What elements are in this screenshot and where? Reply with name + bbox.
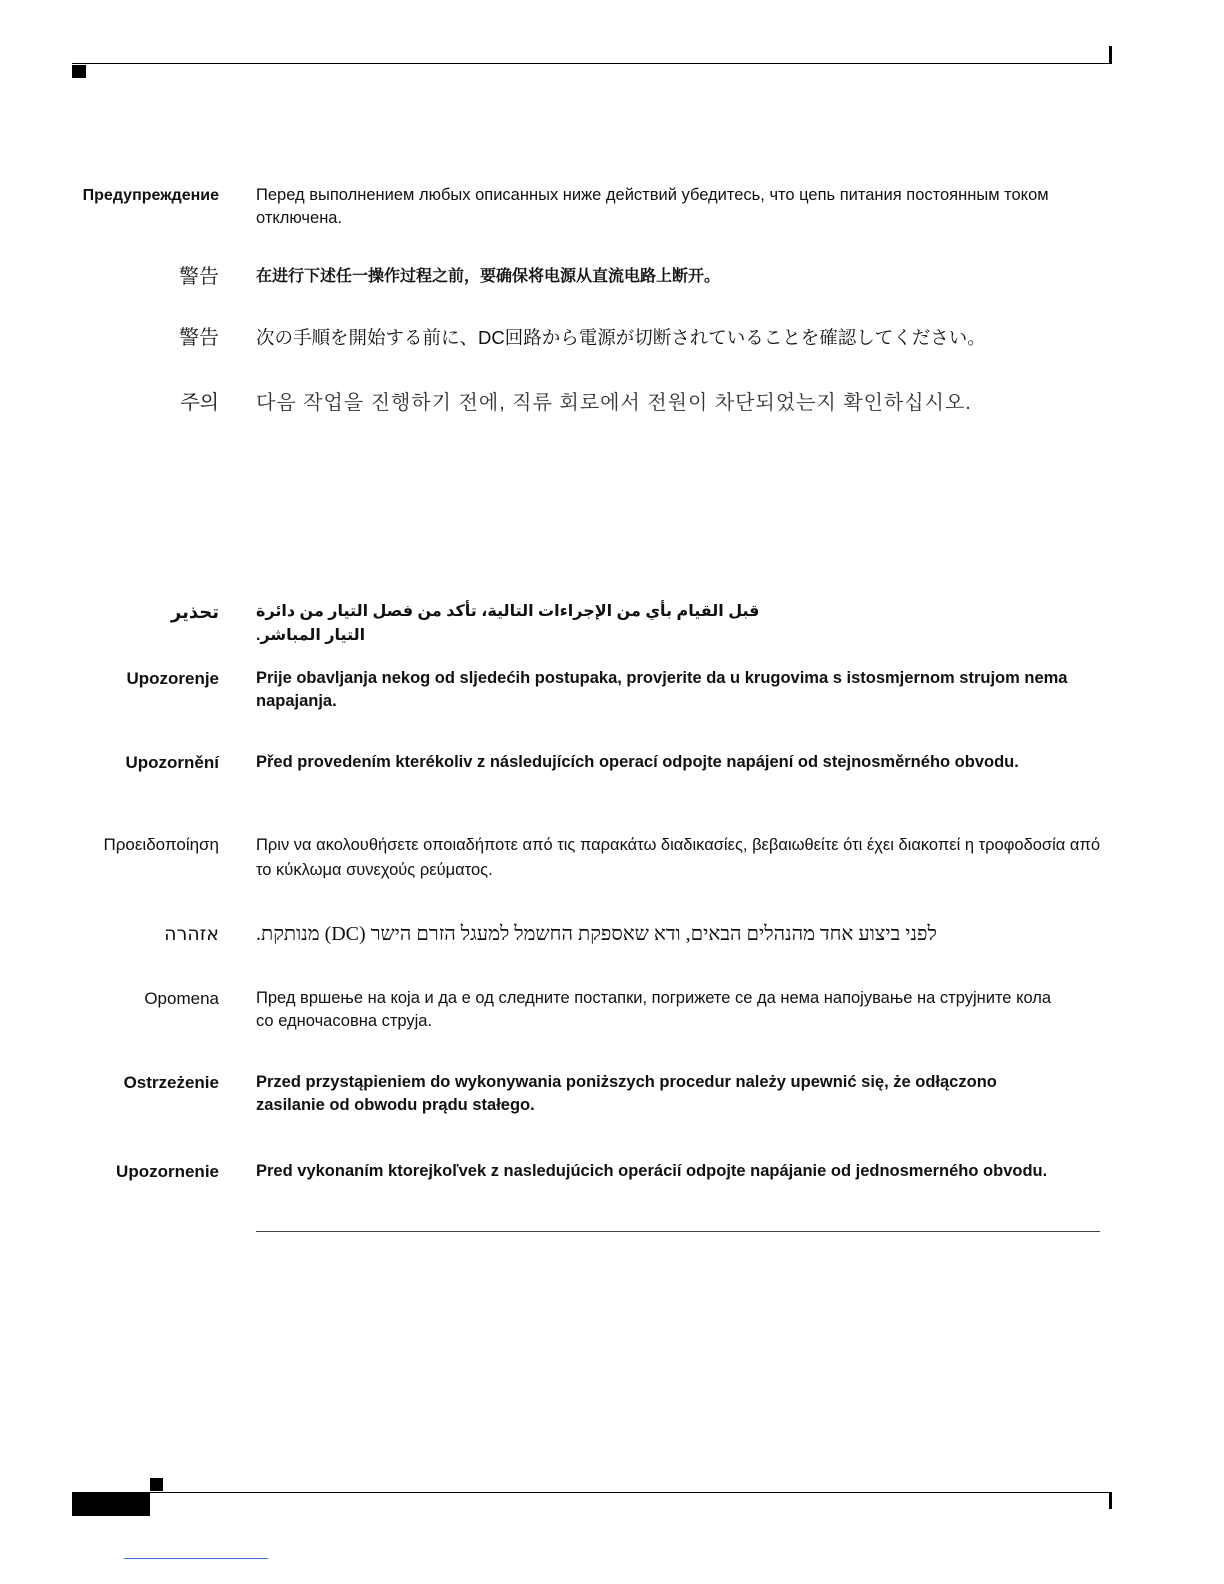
warning-label: Предупреждение (82, 187, 219, 204)
warning-label: Opomena (144, 989, 219, 1008)
footer-rule (72, 1492, 1112, 1493)
warning-text: לפני ביצוע אחד מהנהלים הבאים, ודא שאספקת החשמל למעגל הזרם הישר (DC) מנותקת. (256, 923, 937, 945)
warning-label: 警告 (179, 327, 219, 349)
warning-text: Перед выполнением любых описанных ниже действий убедитесь, что цепь питания постоянным током отключена. (256, 186, 1049, 227)
warning-label: 주의 (180, 392, 219, 414)
warning-label: אזהרה (164, 923, 219, 945)
header-corner-block (72, 65, 86, 78)
warning-text: Před provedením kterékoliv z následujících operací odpojte napájení od stejnosměrného obvodu. (256, 753, 1019, 771)
warning-text: 다음 작업을 진행하기 전에, 직류 회로에서 전원이 차단되었는지 확인하십시오. (256, 392, 972, 414)
footer-corner-block (150, 1478, 163, 1491)
warning-text: 在进行下述任一操作过程之前，要确保将电源从直流电路上断开。 (256, 268, 721, 285)
header-right-tick (1109, 46, 1112, 64)
footer-thick-bar (72, 1493, 150, 1516)
warning-text: قبل القيام بأي من الإجراءات التالية، تأكد من فصل التيار من دائرة التيار المباشر. (256, 603, 760, 644)
warning-label: Προειδοποίηση (103, 835, 219, 854)
footer-right-tick (1109, 1493, 1112, 1509)
warning-text: Pred vykonaním ktorejkoľvek z nasledujúcich operácií odpojte napájanie od jednosmerného obvodu. (256, 1162, 1048, 1180)
warning-text: Prije obavljanja nekog od sljedećih postupaka, provjerite da u krugovima s istosmjernom strujom nema napajanja. (256, 669, 1068, 710)
warning-text: Przed przystąpieniem do wykonywania poniższych procedur należy upewnić się, że odłączono zasilanie od obwodu prądu stałego. (256, 1073, 997, 1114)
warning-end-rule (256, 1231, 1100, 1232)
footer-link-underline[interactable] (124, 1558, 268, 1559)
warning-label: Ostrzeżenie (123, 1073, 219, 1092)
warning-text: Πριν να ακολουθήσετε οποιαδήποτε από τις παρακάτω διαδικασίες, βεβαιωθείτε ότι έχει διακοπεί η τροφοδοσία από το κύκλωμα συνεχούς ρεύματος. (256, 836, 1101, 879)
header-rule (72, 63, 1112, 64)
warning-label: Upozorenje (126, 669, 219, 688)
warning-text: Пред вршење на која и да е од следните постапки, погрижете се да нема напојување на струјните кола со едночасовна струја. (256, 989, 1052, 1030)
warning-label: Upozornenie (116, 1162, 219, 1181)
warning-text: 次の手順を開始する前に、DC回路から電源が切断されていることを確認してください。 (256, 327, 986, 348)
warning-label: تحذير (170, 602, 219, 622)
warning-label: Upozornění (125, 753, 219, 772)
warning-label: 警告 (179, 266, 219, 288)
